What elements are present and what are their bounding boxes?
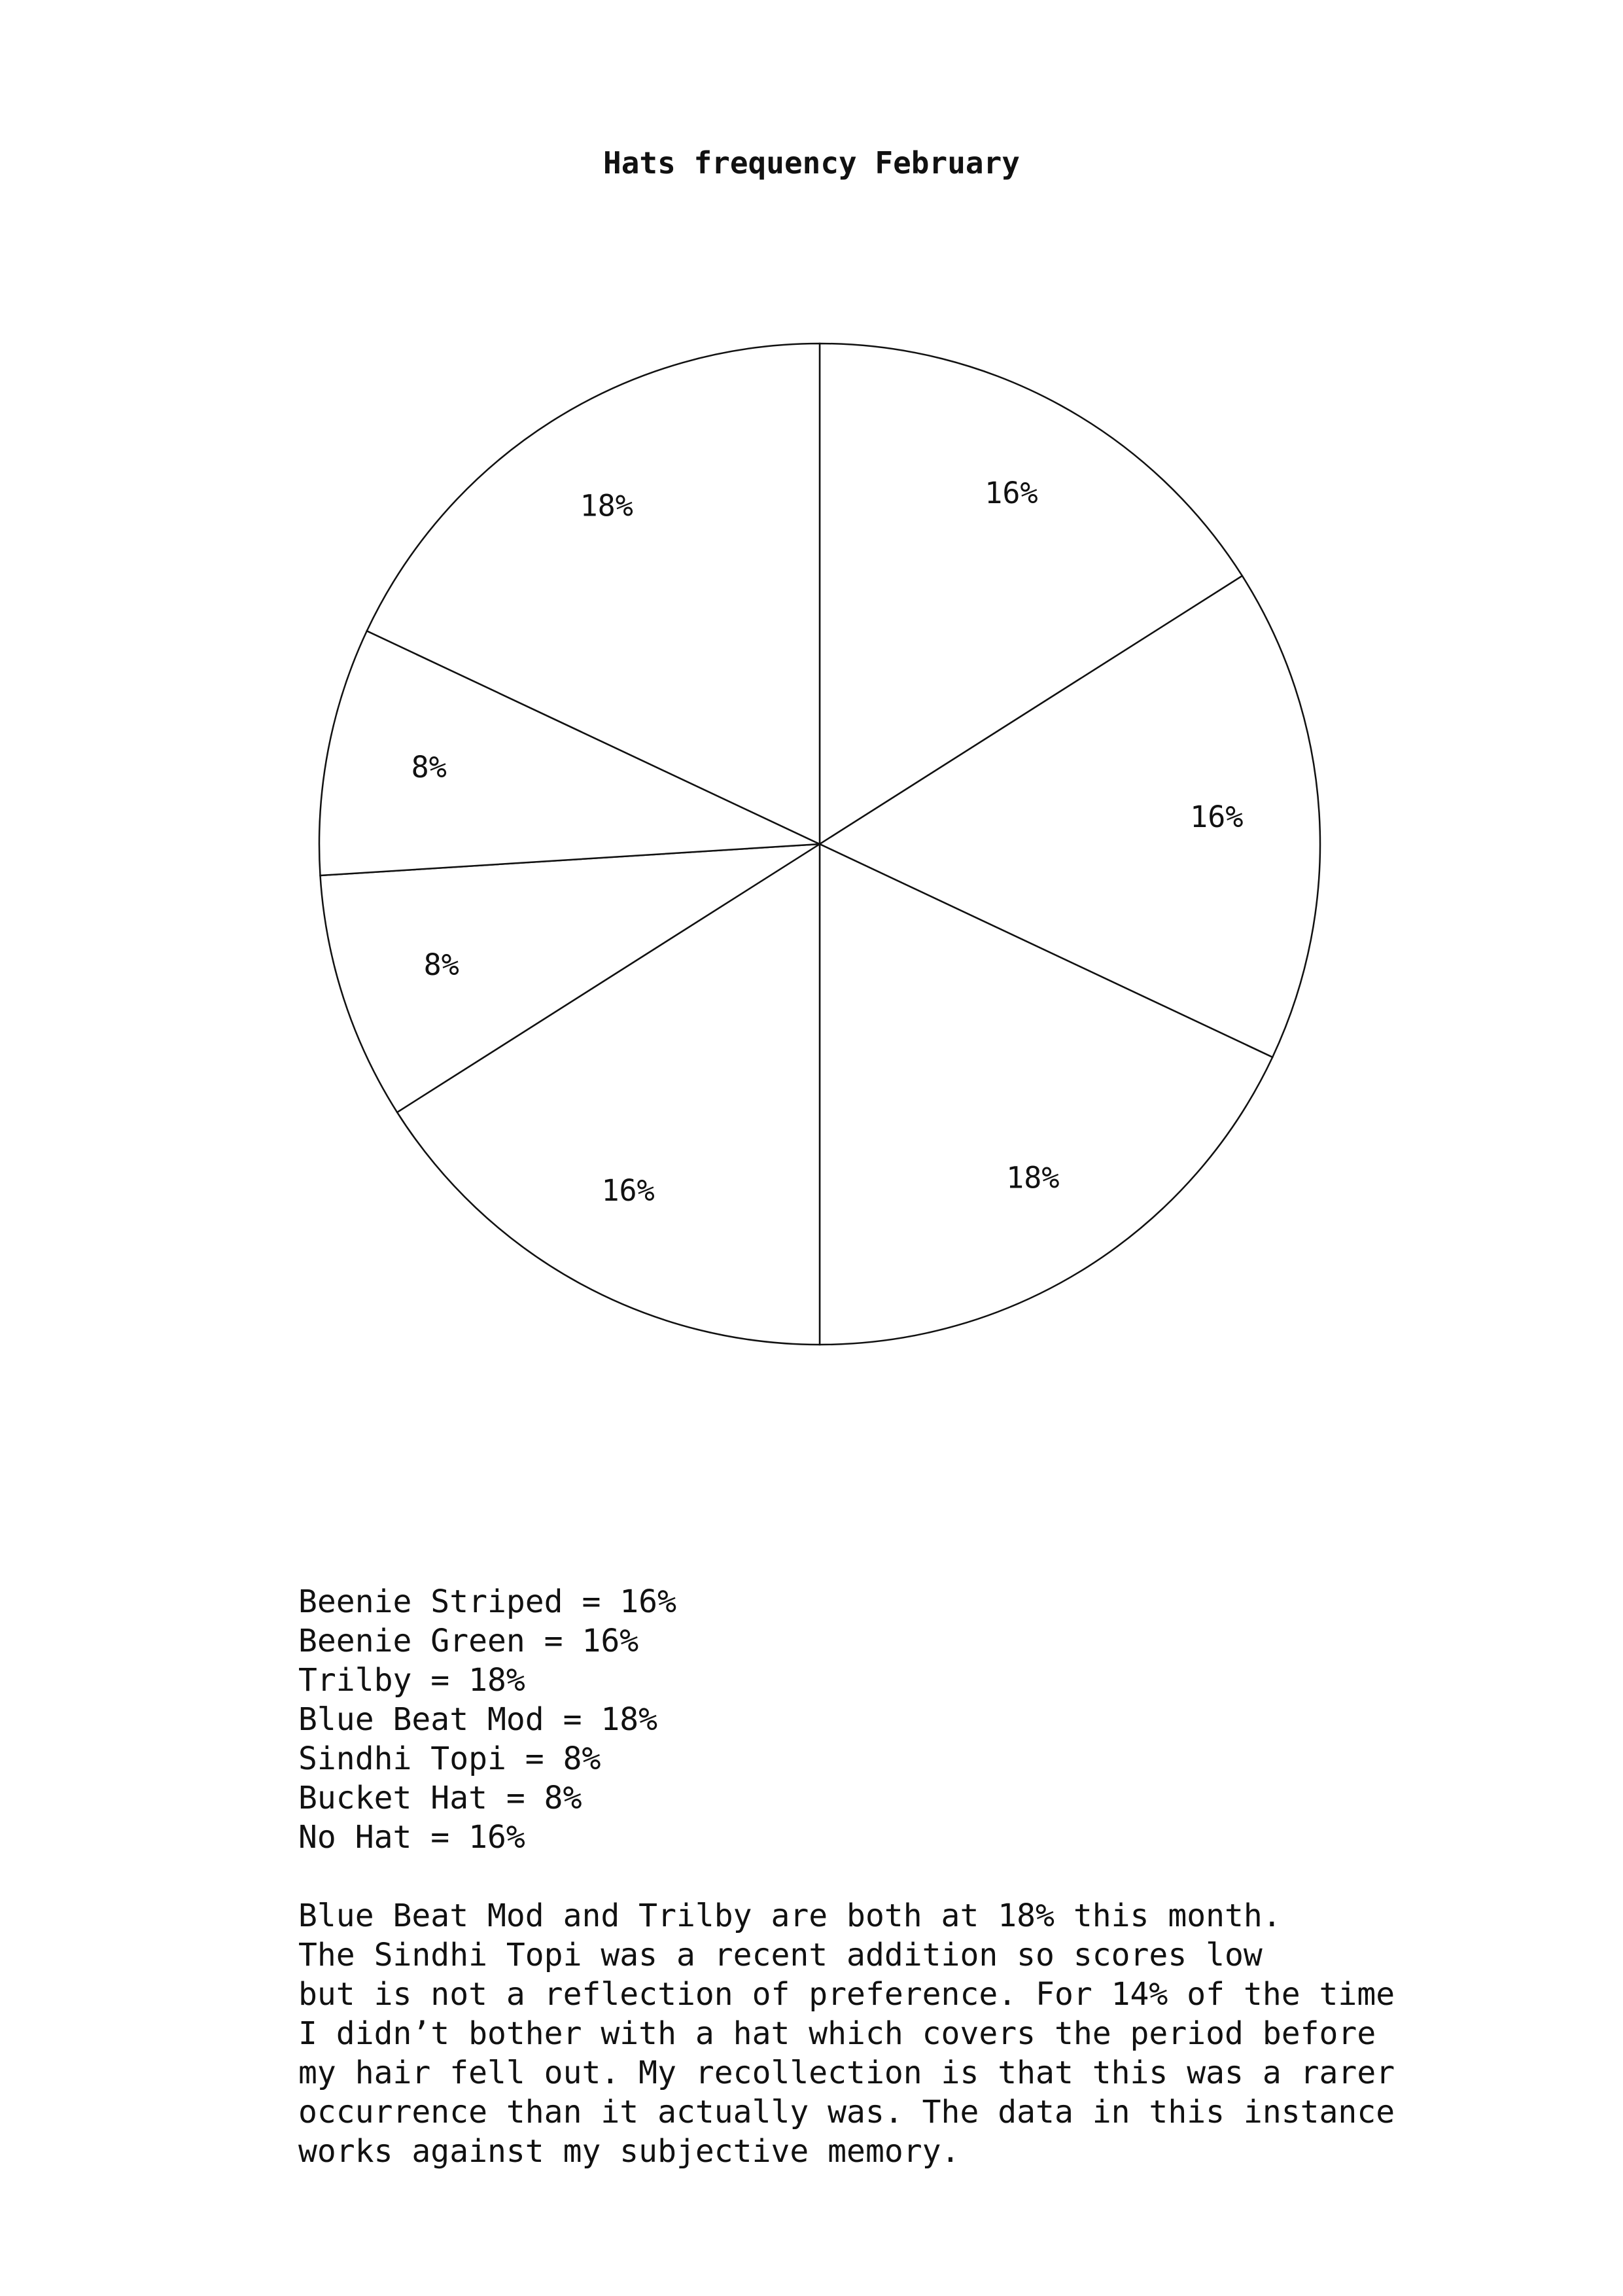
slice-label: 16% [1190,799,1244,834]
commentary-line: works against my subjective memory. [298,2133,960,2170]
commentary [298,1896,1395,2171]
legend [298,1582,676,1857]
commentary-line: I didn’t bother with a hat which covers the period before [298,2015,1376,2052]
legend-line: Beenie Green = 16% [298,1623,639,1659]
commentary-line: The Sindhi Topi was a recent addition so scores low [298,1937,1263,1973]
legend-line: Bucket Hat = 8% [298,1780,582,1816]
slice-label: 18% [580,488,633,523]
legend-line: Sindhi Topi = 8% [298,1740,601,1777]
slice-label: 18% [1006,1160,1060,1195]
commentary-line: but is not a reflection of preference. For 14% of the time [298,1976,1395,2013]
legend-line: Blue Beat Mod = 18% [298,1701,658,1738]
chart-title: Hats frequency February [603,145,1020,181]
legend-line: Beenie Striped = 16% [298,1583,676,1620]
slice-label: 16% [601,1173,655,1208]
legend-line: No Hat = 16% [298,1819,525,1856]
slice-label: 8% [411,750,447,785]
commentary-line: occurrence than it actually was. The data in this instance [298,2094,1395,2130]
commentary-line: Blue Beat Mod and Trilby are both at 18% this month. [298,1898,1282,1934]
commentary-line: my hair fell out. My recollection is that this was a rarer [298,2055,1395,2091]
slice-label: 16% [985,476,1038,511]
legend-line: Trilby = 18% [298,1662,525,1699]
slice-label: 8% [423,947,459,982]
pie-slices [319,344,1320,1345]
